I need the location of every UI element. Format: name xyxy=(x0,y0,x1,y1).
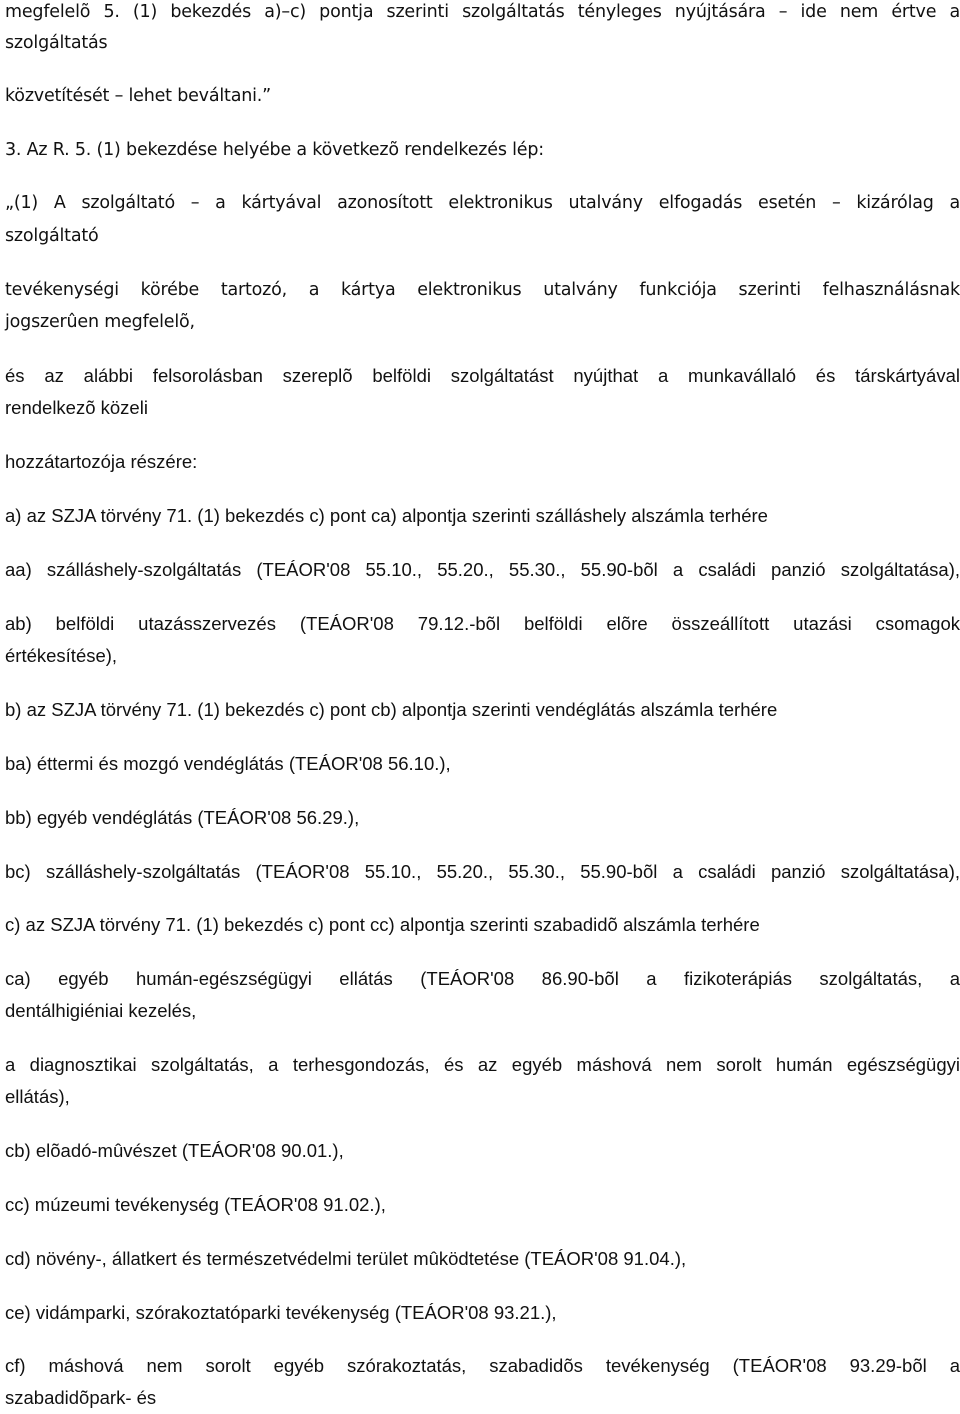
text-line: közvetítését – lehet beváltani.” xyxy=(5,86,271,106)
text-line: ellátás), xyxy=(5,1086,70,1107)
text-line: ba) éttermi és mozgó vendéglátás (TEÁOR'08 56.10.), xyxy=(5,753,451,774)
text-line: megfelelõ 5. (1) bekezdés a)–c) pontja szerinti szolgáltatás tényleges nyújtására – ide nem értve a xyxy=(5,2,960,22)
text-line: b) az SZJA törvény 71. (1) bekezdés c) pont cb) alpontja szerinti vendéglátás alszámla terhére xyxy=(5,699,778,720)
text-line: szabadidõpark- és xyxy=(5,1387,157,1408)
text-line: jogszerûen megfelelõ, xyxy=(5,312,195,332)
text-line: ca) egyéb humán-egészségügyi ellátás (TEÁOR'08 86.90-bõl a fizikoterápiás szolgáltatás, a xyxy=(5,968,960,989)
text-line: cb) elõadó-mûvészet (TEÁOR'08 90.01.), xyxy=(5,1140,344,1161)
text-line: c) az SZJA törvény 71. (1) bekezdés c) pont cc) alpontja szerinti szabadidõ alszámla terhére xyxy=(5,914,760,935)
text-line: szolgáltató xyxy=(5,226,99,246)
text-line: 3. Az R. 5. (1) bekezdése helyébe a következõ rendelkezés lép: xyxy=(5,140,544,160)
text-line: bb) egyéb vendéglátás (TEÁOR'08 56.29.), xyxy=(5,807,360,828)
text-line: aa) szálláshely-szolgáltatás (TEÁOR'08 55.10., 55.20., 55.30., 55.90-bõl a családi panzió szolgáltatása), xyxy=(5,559,960,580)
text-line: „(1) A szolgáltató – a kártyával azonosított elektronikus utalvány elfogadás esetén – kizárólag a xyxy=(5,193,960,213)
text-line: és az alábbi felsorolásban szereplõ belföldi szolgáltatást nyújthat a munkavállaló és társkártyával xyxy=(5,365,960,386)
text-line: a) az SZJA törvény 71. (1) bekezdés c) pont ca) alpontja szerinti szálláshely alszámla terhére xyxy=(5,505,768,526)
text-line: értékesítése), xyxy=(5,645,118,666)
text-line: cd) növény-, állatkert és természetvédelmi terület mûködtetése (TEÁOR'08 91.04.), xyxy=(5,1248,687,1269)
text-line: tevékenységi körébe tartozó, a kártya elektronikus utalvány funkciója szerinti felhasználásnak xyxy=(5,280,960,300)
text-line: dentálhigiéniai kezelés, xyxy=(5,1000,197,1021)
text-line: cc) múzeumi tevékenység (TEÁOR'08 91.02.), xyxy=(5,1194,386,1215)
text-line: hozzátartozója részére: xyxy=(5,451,198,472)
text-line: rendelkezõ közeli xyxy=(5,397,148,418)
text-line: bc) szálláshely-szolgáltatás (TEÁOR'08 55.10., 55.20., 55.30., 55.90-bõl a családi panzió szolgáltatása), xyxy=(5,861,960,882)
text-line: szolgáltatás xyxy=(5,33,108,53)
text-line: ce) vidámparki, szórakoztatóparki tevékenység (TEÁOR'08 93.21.), xyxy=(5,1302,557,1323)
text-line: a diagnosztikai szolgáltatás, a terhesgondozás, és az egyéb máshová nem sorolt humán egészségügyi xyxy=(5,1054,960,1075)
text-line: ab) belföldi utazásszervezés (TEÁOR'08 79.12.-bõl belföldi elõre összeállított utazási csomagok xyxy=(5,613,960,634)
text-line: cf) máshová nem sorolt egyéb szórakoztatás, szabadidõs tevékenység (TEÁOR'08 93.29-bõl a xyxy=(5,1355,960,1376)
